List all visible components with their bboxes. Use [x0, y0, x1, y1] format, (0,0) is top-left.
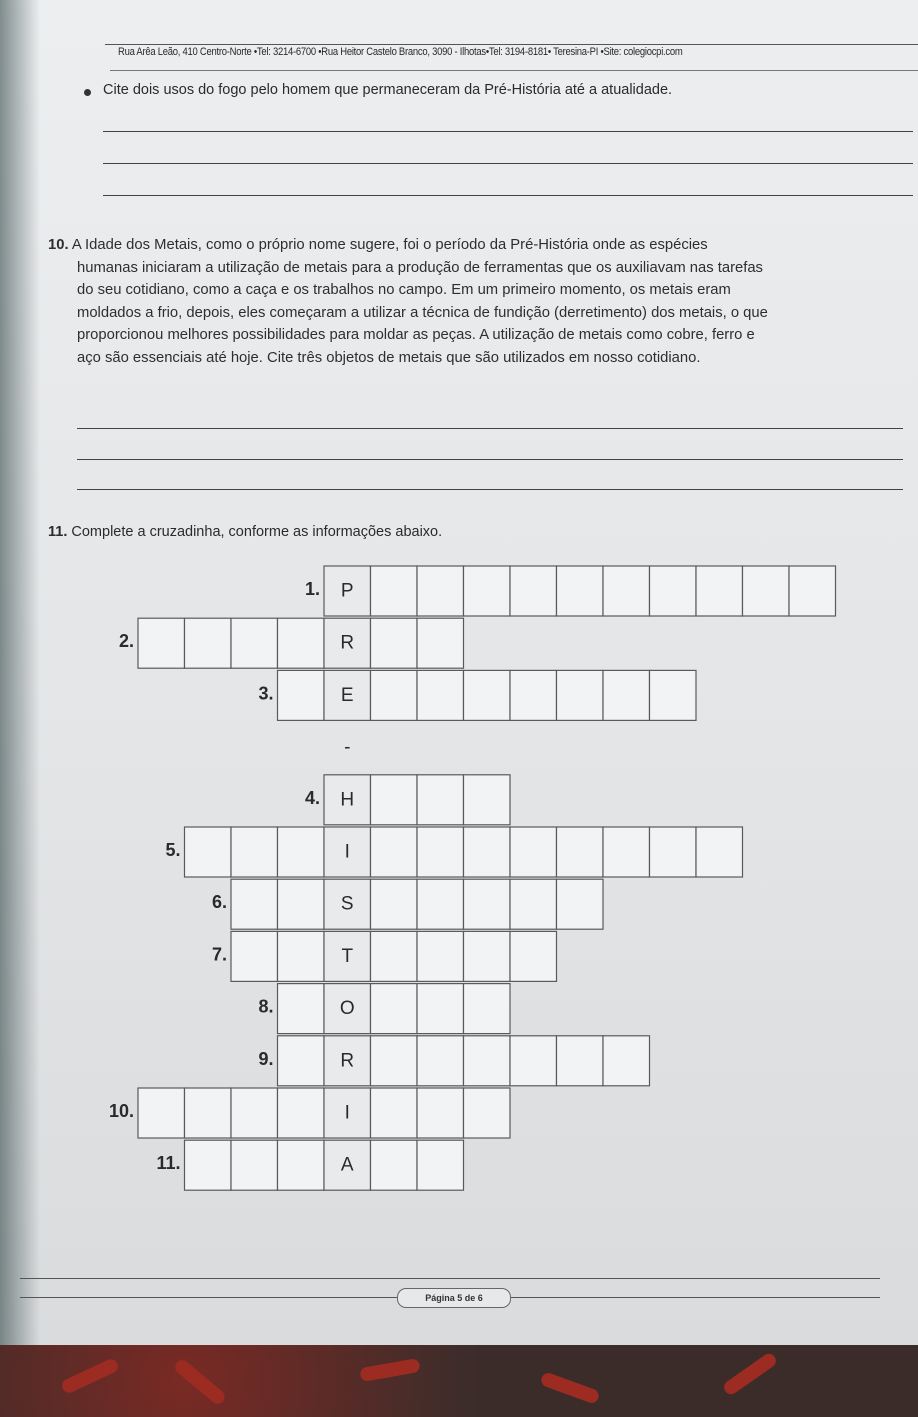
crossword-cell[interactable]	[371, 1140, 418, 1190]
crossword-cell[interactable]	[464, 775, 511, 825]
crossword-separator: -	[344, 737, 351, 759]
crossword-cell[interactable]	[510, 879, 557, 929]
crossword-cell[interactable]	[278, 1036, 325, 1086]
crossword-key-letter: E	[340, 684, 354, 706]
footer-rule	[20, 1278, 880, 1279]
crossword-key-letter: O	[339, 998, 355, 1020]
crossword-cell[interactable]	[603, 1036, 650, 1086]
crossword-key-letter: R	[340, 632, 355, 654]
crossword-cell[interactable]	[417, 984, 464, 1034]
crossword-cell[interactable]	[278, 984, 325, 1034]
crossword-cell[interactable]	[417, 775, 464, 825]
crossword-cell[interactable]	[278, 827, 325, 877]
crossword-cell[interactable]	[138, 1088, 185, 1138]
crossword-cell[interactable]	[417, 566, 464, 616]
question-10-number: 10.	[48, 237, 69, 253]
crossword-clue-number: 4.	[304, 787, 320, 808]
crossword-cell[interactable]	[464, 1088, 511, 1138]
crossword-cell[interactable]	[371, 827, 418, 877]
crossword-cell[interactable]	[510, 670, 557, 720]
crossword-clue-number: 1.	[304, 579, 320, 599]
question-10-text: A Idade dos Metais, como o próprio nome sugere, foi o período da Pré-História onde as espécies	[71, 237, 708, 253]
question-11-text: Complete a cruzadinha, conforme as informações abaixo.	[71, 524, 443, 540]
crossword-cell[interactable]	[278, 670, 325, 720]
crossword-clue-number: 10.	[108, 1101, 134, 1121]
crossword-cell[interactable]	[650, 827, 697, 877]
crossword-cell[interactable]	[557, 827, 604, 877]
crossword-cell[interactable]	[510, 566, 557, 616]
crossword-cell[interactable]	[278, 879, 325, 929]
crossword-cell[interactable]	[231, 879, 278, 929]
crossword-cell[interactable]	[231, 618, 278, 668]
crossword-cell[interactable]	[464, 931, 511, 981]
tablecloth-background	[0, 1345, 918, 1417]
crossword-cell[interactable]	[371, 879, 418, 929]
crossword-cell[interactable]	[510, 827, 557, 877]
crossword-clue-number: 6.	[211, 892, 227, 913]
crossword-cell[interactable]	[371, 1088, 418, 1138]
crossword-cell[interactable]	[464, 566, 511, 616]
crossword-cell[interactable]	[185, 1140, 232, 1190]
page-number-label: Página 5 de 6	[397, 1288, 511, 1308]
crossword-cell[interactable]	[603, 827, 650, 877]
question-9-bullet-text: Cite dois usos do fogo pelo homem que permaneceram da Pré-História até a atualidade.	[103, 82, 673, 98]
crossword-cell[interactable]	[371, 618, 418, 668]
crossword-cell[interactable]	[510, 931, 557, 981]
crossword-cell[interactable]	[417, 1140, 464, 1190]
crossword-cell[interactable]	[464, 670, 511, 720]
crossword-cell[interactable]	[185, 618, 232, 668]
question-10-line: do seu cotidiano, como a caça e os trabalhos no campo. Em um primeiro momento, os metais eram	[77, 282, 731, 298]
crossword-cell[interactable]	[557, 566, 604, 616]
crossword-cell[interactable]	[278, 931, 325, 981]
chili-pepper-decoration	[173, 1357, 228, 1406]
crossword-cell[interactable]	[278, 1088, 325, 1138]
crossword-key-letter: I	[344, 1102, 350, 1124]
school-address: Rua Arêa Leão, 410 Centro-Norte •Tel: 3214-6700 •Rua Heitor Castelo Branco, 3090 - Ilhotas•Tel: 3194-8181• Teresina-PI •Site: colegiocpi.com	[118, 46, 683, 58]
question-10-line: humanas iniciaram a utilização de metais para a produção de ferramentas que os auxiliavam nas tarefas	[77, 259, 763, 276]
crossword-cell[interactable]	[417, 1036, 464, 1086]
crossword-clue-number: 7.	[211, 944, 227, 965]
crossword-cell[interactable]	[557, 879, 604, 929]
crossword-cell[interactable]	[278, 618, 325, 668]
crossword-clue-number: 8.	[258, 996, 274, 1017]
chili-pepper-decoration	[359, 1358, 421, 1382]
crossword-cell[interactable]	[417, 827, 464, 877]
crossword-key-letter: A	[340, 1154, 354, 1176]
crossword-cell[interactable]	[417, 931, 464, 981]
crossword-cell[interactable]	[371, 670, 418, 720]
crossword-cell[interactable]	[185, 827, 232, 877]
crossword-cell[interactable]	[557, 670, 604, 720]
crossword-cell[interactable]	[696, 827, 743, 877]
crossword-cell[interactable]	[231, 827, 278, 877]
crossword-key-letter: I	[344, 841, 350, 863]
crossword-cell[interactable]	[417, 670, 464, 720]
chili-pepper-decoration	[60, 1357, 120, 1395]
crossword-cell[interactable]	[371, 1036, 418, 1086]
crossword-cell[interactable]	[371, 775, 418, 825]
question-10-line: moldados a frio, depois, eles começaram a utilizar a técnica de fundição (derretimento) dos metais, o que	[77, 304, 768, 321]
crossword-cell[interactable]	[231, 1088, 278, 1138]
crossword-clue-number: 2.	[118, 631, 134, 652]
crossword-cell[interactable]	[138, 618, 185, 668]
question-10-line: aço são essenciais até hoje. Cite três objetos de metais que são utilizados em nosso cotidiano.	[77, 349, 701, 366]
crossword-cell[interactable]	[650, 566, 697, 616]
crossword-key-letter: H	[340, 789, 355, 811]
crossword-cell[interactable]	[603, 670, 650, 720]
crossword-cell[interactable]	[464, 827, 511, 877]
crossword-cell[interactable]	[464, 984, 511, 1034]
crossword-cell[interactable]	[185, 1088, 232, 1138]
question-10-line: proporcionou melhores possibilidades para moldar as peças. A utilização de metais como cobre, ferro e	[77, 327, 755, 343]
crossword-key-letter: R	[340, 1050, 355, 1072]
crossword-key-letter: P	[340, 580, 354, 602]
crossword-cell[interactable]	[557, 1036, 604, 1086]
crossword-cell[interactable]	[464, 1036, 511, 1086]
crossword-clue-number: 9.	[258, 1048, 274, 1069]
crossword-cell[interactable]	[417, 618, 464, 668]
crossword-cell[interactable]	[743, 566, 790, 616]
crossword-cell[interactable]	[231, 931, 278, 981]
crossword-cell[interactable]	[696, 566, 743, 616]
crossword-key-letter: S	[340, 893, 354, 915]
crossword-clue-number: 3.	[258, 683, 274, 704]
crossword-cell[interactable]	[371, 984, 418, 1034]
crossword-cell[interactable]	[417, 879, 464, 929]
crossword-cell[interactable]	[603, 566, 650, 616]
crossword-clue-number: 5.	[165, 840, 181, 860]
chili-pepper-decoration	[721, 1351, 778, 1397]
crossword-cell[interactable]	[417, 1088, 464, 1138]
crossword-cell[interactable]	[371, 931, 418, 981]
crossword-cell[interactable]	[789, 566, 836, 616]
crossword-clue-number: 11.	[156, 1153, 181, 1174]
crossword-cell[interactable]	[278, 1140, 325, 1190]
crossword-cell[interactable]	[371, 566, 418, 616]
crossword-cell[interactable]	[650, 670, 697, 720]
question-11-number: 11.	[48, 524, 68, 540]
crossword-cell[interactable]	[231, 1140, 278, 1190]
crossword-key-letter: T	[341, 945, 354, 967]
crossword-cell[interactable]	[510, 1036, 557, 1086]
crossword-cell[interactable]	[464, 879, 511, 929]
chili-pepper-decoration	[539, 1371, 600, 1405]
